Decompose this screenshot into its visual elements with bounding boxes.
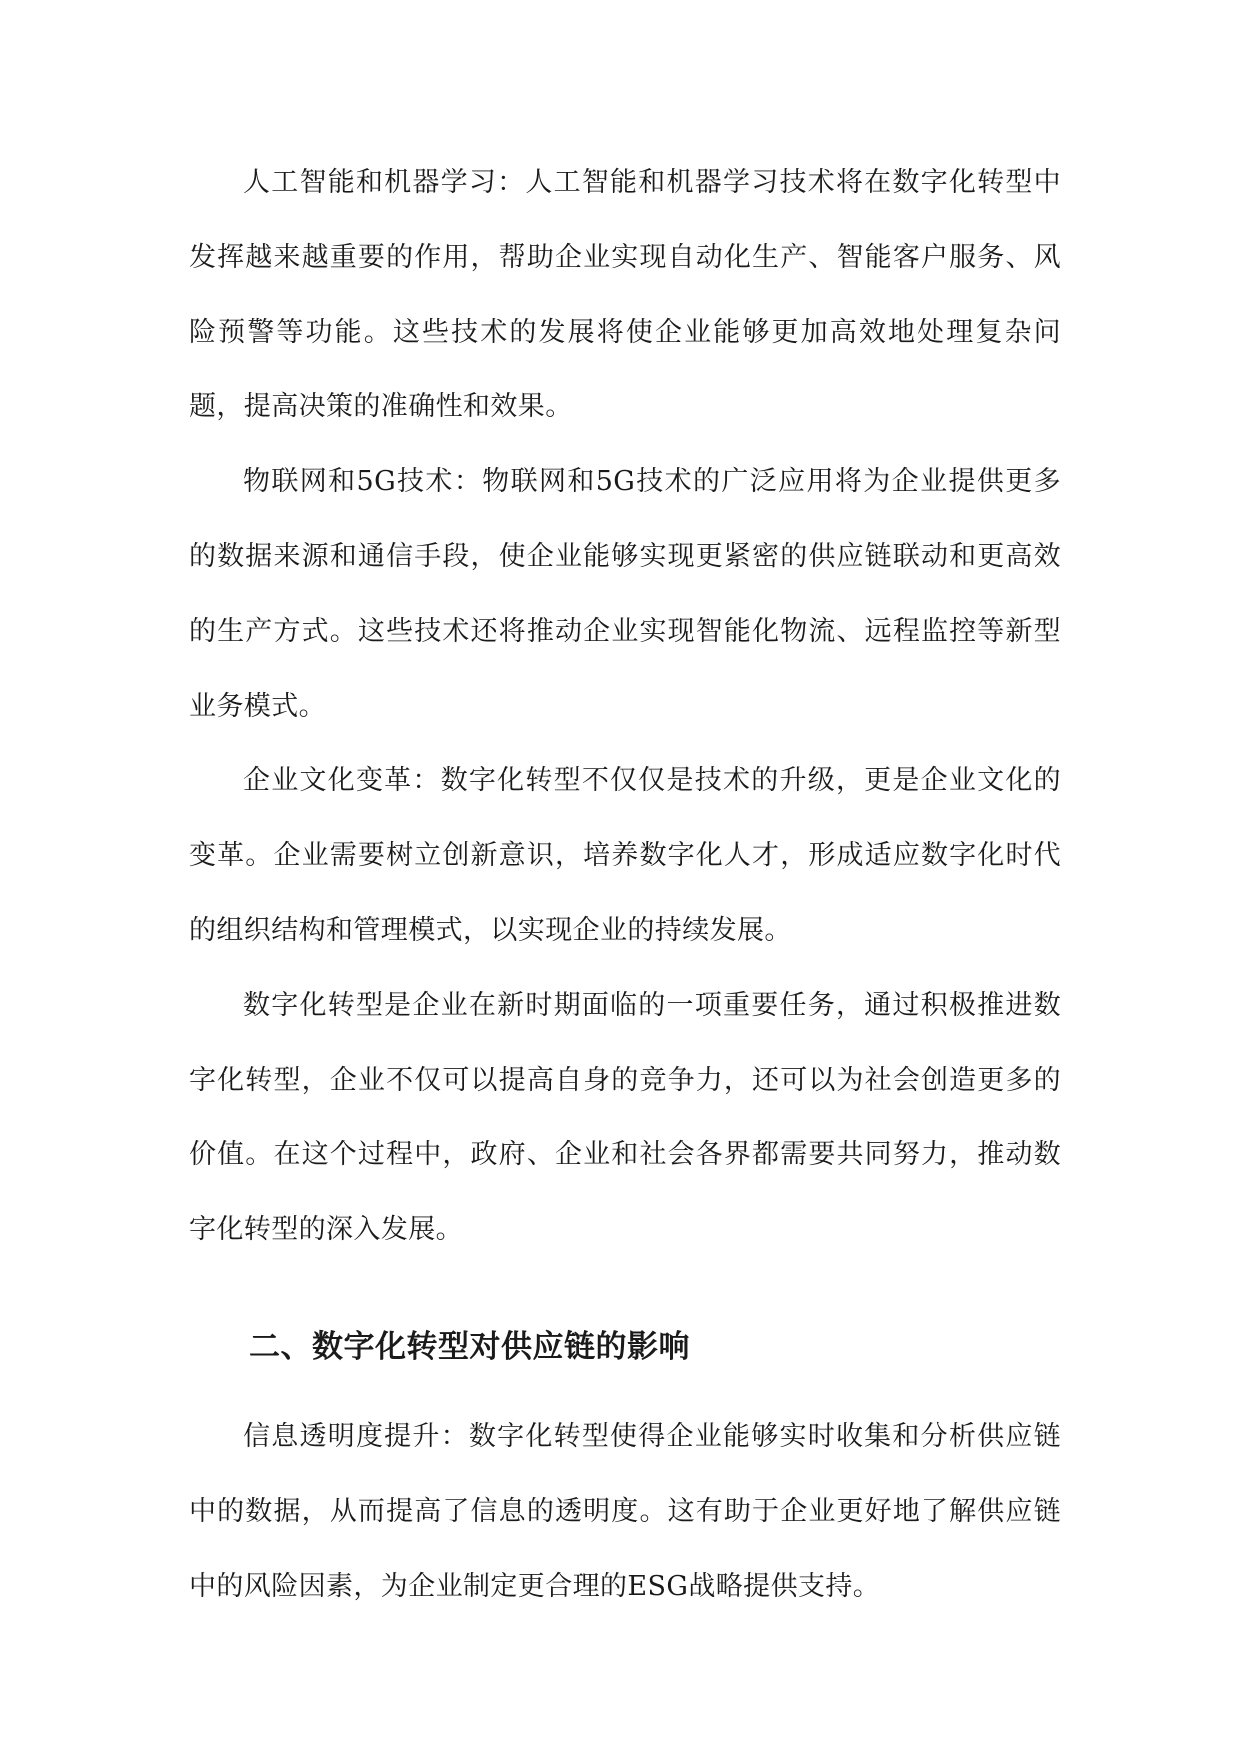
paragraph-info-transparency: 信息透明度提升：数字化转型使得企业能够实时收集和分析供应链中的数据，从而提高了信息的透明度。这有助于企业更好地了解供应链中的风险因素，为企业制定更合理的ESG战略提供支持。 (189, 1420, 1061, 1602)
paragraph-ai-ml: 人工智能和机器学习：人工智能和机器学习技术将在数字化转型中发挥越来越重要的作用，帮助企业实现自动化生产、智能客户服务、风险预警等功能。这些技术的发展将使企业能够更加高效地处理复杂问题，提高决策的准确性和效果。 (189, 167, 1061, 423)
document-body (189, 146, 1061, 1624)
paragraph-summary: 数字化转型是企业在新时期面临的一项重要任务，通过积极推进数字化转型，企业不仅可以提高自身的竞争力，还可以为社会创造更多的价值。在这个过程中，政府、企业和社会各界都需要共同努力，推动数字化转型的深入发展。 (189, 989, 1061, 1246)
paragraph-iot-5g: 物联网和5G技术：物联网和5G技术的广泛应用将为企业提供更多的数据来源和通信手段，使企业能够实现更紧密的供应链联动和更高效的生产方式。这些技术还将推动企业实现智能化物流、远程监控等新型业务模式。 (189, 466, 1061, 722)
section-heading: 二、数字化转型对供应链的影响 (249, 1328, 690, 1365)
paragraph-corporate-culture: 企业文化变革：数字化转型不仅仅是技术的升级，更是企业文化的变革。企业需要树立创新意识，培养数字化人才，形成适应数字化时代的组织结构和管理模式，以实现企业的持续发展。 (189, 765, 1061, 946)
